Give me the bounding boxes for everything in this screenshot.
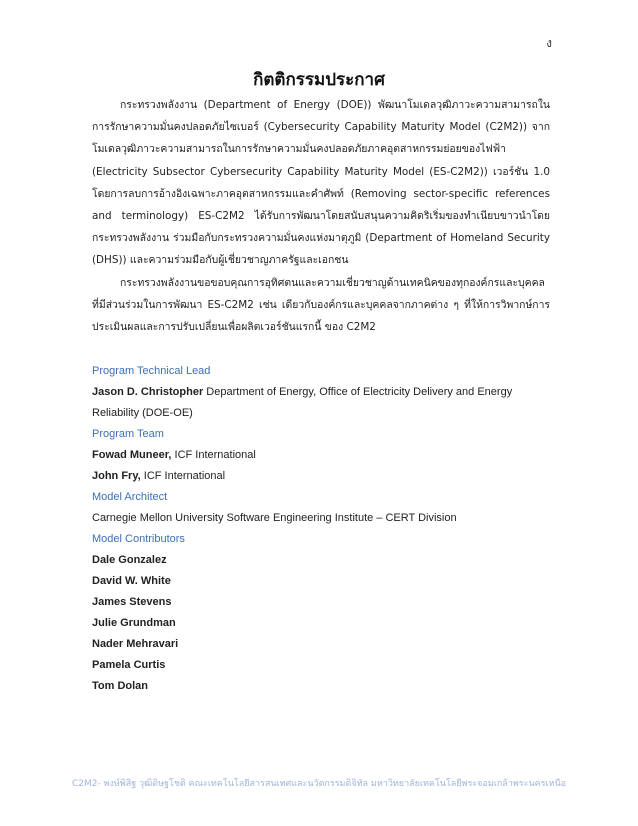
team-member [92,445,562,466]
technical-lead-affiliation: Department of Energy, Office of Electricity Delivery and Energy Reliability (DOE-OE) [92,386,513,419]
team-member-affiliation: ICF International [171,449,256,461]
team-member-name: Fowad Muneer, [92,449,172,461]
paragraph-1: กระทรวงพลังงาน (Department of Energy (DOE)) พัฒนาโมเดลวุฒิภาวะความสามารถในการรักษาความมั่นคงปลอดภัยไซเบอร์ (Cybersecurity Capability Maturity Model (C2M2)) จากโมเดลวุฒิภาวะความสามารถในการรักษาความมั่นคงปลอดภัยภาคอุตสาหกรรมย่อยของไฟฟ้า (Electricity Subsector Cybersecurity Capability Maturity Model (ES-C2M2)) เวอร์ชัน 1.0 โดยการลบการอ้างอิงเฉพาะภาคอุตสาหกรรมและคำศัพท์ (Removing sector-specific references and terminology) ES-C2M2 ได้รับการพัฒนาโดยสนับสนุนความคิดริเริ่มของทำเนียบขาวนำโดยกระทรวงพลังงาน ร่วมมือกับกระทรวงความมั่นคงแห่งมาตุภูมิ (Department of Homeland Security (DHS)) และความร่วมมือกับผู้เชี่ยวชาญภาครัฐและเอกชน [92,99,550,267]
acknowledgement-body [92,94,550,338]
contributor-name: Dale Gonzalez [92,554,167,566]
model-architect: Carnegie Mellon University Software Engineering Institute – CERT Division [92,512,457,524]
contributor [92,592,562,613]
contributor-name: David W. White [92,575,171,587]
contributor-name: Nader Mehravari [92,638,179,650]
contributor [92,655,562,676]
technical-lead-heading: Program Technical Lead [92,365,211,377]
page-title: กิตติกรรมประกาศ [253,70,385,90]
page-footer: C2M2- พงษ์พิสิฐ วุฒิดิษฐโชติ คณะเทคโนโลยีสารสนเทศและนวัตกรรมดิจิทัล มหาวิทยาลัยเทคโนโลยีพระจอมเกล้าพระนครเหนือ [71,779,567,789]
contributor-name: Pamela Curtis [92,659,166,671]
team-member-affiliation: ICF International [140,470,226,482]
model-architect-heading: Model Architect [92,491,168,503]
contributor-name: Julie Grundman [92,617,176,629]
team-member-name: John Fry, [92,470,141,482]
technical-lead-name: Jason D. Christopher [92,386,204,398]
program-team-heading: Program Team [92,428,164,440]
paragraph-2: กระทรวงพลังงานขอขอบคุณการอุทิศตนและความเชี่ยวชาญด้านเทคนิคของทุกองค์กรและบุคคลที่มีส่วนร่วมในการพัฒนา ES-C2M2 เช่น เดียวกับองค์กรและบุคคลจากภาคต่าง ๆ ที่ให้การวิพากษ์การประเมินผลและการปรับเปลี่ยนเพื่อผลิตเวอร์ชันแรกนี้ ของ C2M2 [92,276,550,334]
contributor [92,550,562,571]
contributor-name: Tom Dolan [92,680,149,692]
contributor [92,613,562,634]
model-contributors-heading: Model Contributors [92,533,185,545]
credits-section [92,361,562,697]
contributor [92,571,562,592]
contributor [92,676,562,697]
contributor [92,634,562,655]
page-number: ง [546,36,552,50]
technical-lead-line [92,382,562,424]
team-member [92,466,562,487]
contributor-name: James Stevens [92,596,172,608]
